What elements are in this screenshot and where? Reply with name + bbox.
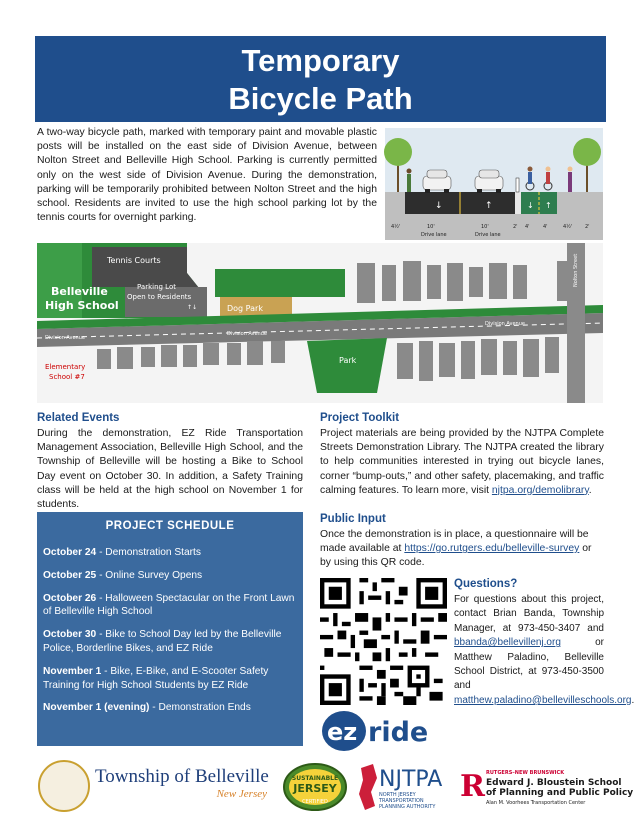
- rutgers-bloustein-logo: [460, 764, 634, 814]
- svg-text:NJTPA: NJTPA: [379, 767, 443, 792]
- svg-text:SUSTAINABLE: SUSTAINABLE: [291, 775, 339, 782]
- svg-text:4½': 4½': [563, 224, 573, 230]
- tennis-courts-label: Tennis Courts: [107, 256, 161, 265]
- car-icon: [423, 170, 451, 193]
- site-map: [37, 243, 603, 403]
- project-schedule-box: [37, 512, 303, 746]
- svg-text:CERTIFIED: CERTIFIED: [302, 799, 328, 805]
- intro-paragraph: A two-way bicycle path, marked with temporary paint and movable plastic posts will be installed on the east side of Division Avenue, between Nolton Street and Belleville High School. Parking is currently permitted only on the west side of Division Avenue. During the demonstration, parking will be temporarily prohibited between Nolton Street and the high school. Residents are invited to use the high school parking lot by the tennis courts for overnight parking.: [37, 127, 377, 224]
- schedule-item: October 26 - Halloween Spectacular on the Front Lawn of Belleville High School: [43, 592, 295, 618]
- car-icon: [475, 170, 503, 193]
- svg-text:10': 10': [481, 224, 489, 230]
- pedestrian-icon: [407, 169, 412, 193]
- svg-text:ride: ride: [368, 717, 429, 748]
- svg-text:Edward J. Bloustein School: Edward J. Bloustein School: [486, 778, 622, 788]
- arrow-down-icon: ↓: [527, 201, 534, 210]
- park-label: Park: [339, 356, 357, 365]
- questions-section: [454, 578, 635, 708]
- questions-heading: Questions?: [454, 578, 518, 590]
- title-banner: [35, 36, 606, 122]
- arrow-up-icon: ↑: [545, 201, 552, 210]
- title-line1: Temporary: [241, 43, 400, 78]
- toolkit-heading: Project Toolkit: [320, 412, 400, 424]
- svg-text:ez: ez: [327, 718, 358, 746]
- schedule-title: PROJECT SCHEDULE: [105, 520, 235, 532]
- svg-text:PLANNING AUTHORITY: PLANNING AUTHORITY: [379, 804, 436, 810]
- project-toolkit-section: [320, 412, 604, 498]
- schedule-item: October 25 - Online Survey Opens: [43, 569, 203, 581]
- schedule-item: November 1 - Bike, E-Bike, and E-Scooter Safety Training for High School Students by EZ Ride: [43, 665, 269, 691]
- svg-text:Alan M. Voorhees Transportatio: Alan M. Voorhees Transportation Center: [486, 800, 586, 806]
- tennis-courts: [92, 247, 187, 287]
- svg-text:10': 10': [427, 224, 435, 230]
- sustainable-jersey-badge: [282, 762, 348, 812]
- toolkit-body: Project materials are being provided by the NJTPA Complete Streets Demonstration Library. The NJTPA created the library to help communities interested in trying out bicycle lanes, corner “bump-outs,” and other safety, placemaking, and traffic calming features. To learn more, visit njtpa.org/demolibrary.: [320, 428, 604, 496]
- parking-lot-label-line2: Open to Residents: [127, 293, 192, 301]
- svg-text:2': 2': [585, 224, 590, 230]
- svg-text:4': 4': [543, 224, 548, 230]
- svg-text:TRANSPORTATION: TRANSPORTATION: [379, 798, 424, 804]
- svg-text:RUTGERS–NEW BRUNSWICK: RUTGERS–NEW BRUNSWICK: [486, 770, 565, 776]
- email-link-banda[interactable]: bbanda@bellevillenj.org: [454, 637, 561, 649]
- park-area: [307, 338, 387, 393]
- related-events-body: During the demonstration, EZ Ride Transportation Management Association, Belleville High School, and the Township of Belleville will be hosting a Bike to School Day event on October 30. In addition, a Safety Training class will be held at the high school on November 1 for students.: [37, 428, 303, 511]
- bike-arrow-mark: ↑↓: [187, 304, 198, 311]
- school-label-line2: High School: [45, 299, 119, 312]
- elementary-label-line2: School #7: [49, 373, 85, 381]
- public-input-section: [320, 513, 604, 571]
- school-label-line1: Belleville: [51, 285, 108, 298]
- svg-text:Drive lane: Drive lane: [475, 232, 501, 238]
- survey-qr-code[interactable]: [320, 578, 447, 705]
- questions-body: For questions about this project, contact Brian Banda, Township Manager, at 973-450-3407 and bbanda@bellevillenj.org or Matthew Paladino, Belleville School District, at 973-450-3500 and matthew.paladino@bellevilleschools.org.: [454, 594, 635, 706]
- division-avenue-label: Division Avenue: [45, 335, 85, 341]
- arrow-down-icon: ↓: [435, 201, 443, 211]
- svg-text:of Planning and Public Policy: of Planning and Public Policy: [486, 788, 634, 798]
- belleville-wordmark: Township of Belleville New Jersey: [95, 766, 269, 800]
- street-cross-section: [385, 128, 603, 240]
- svg-text:4': 4': [525, 224, 530, 230]
- public-input-body: Once the demonstration is in place, a questionnaire will be made available at https://go.rutgers.edu/belleville-survey or by using this QR code.: [320, 529, 592, 569]
- parking-lot: [125, 287, 207, 317]
- schedule-item: October 30 - Bike to School Day led by the Belleville Police, Borderline Bikes, and EZ Ride: [43, 629, 282, 654]
- related-events-heading: Related Events: [37, 412, 120, 424]
- svg-text:4½': 4½': [391, 224, 401, 230]
- pedestrian-icon: [568, 167, 573, 193]
- public-input-heading: Public Input: [320, 513, 386, 525]
- parking-lot-label-line1: Parking Lot: [137, 283, 176, 291]
- ezride-logo: [320, 708, 455, 754]
- nolton-street-label: Nolton Street: [573, 253, 579, 287]
- arrow-up-icon: ↑: [485, 201, 493, 211]
- delineator-post: [516, 178, 519, 192]
- svg-text:R: R: [460, 769, 485, 804]
- demolibrary-link[interactable]: njtpa.org/demolibrary: [491, 484, 589, 496]
- svg-text:2': 2': [513, 224, 518, 230]
- related-events-section: [37, 412, 303, 512]
- title-line2: Bicycle Path: [228, 81, 413, 116]
- belleville-seal-logo: [38, 760, 90, 812]
- svg-text:JERSEY: JERSEY: [293, 782, 337, 795]
- schedule-item: November 1 (evening) - Demonstration Ends: [43, 702, 251, 714]
- svg-text:Drive lane: Drive lane: [421, 232, 447, 238]
- elementary-label-line1: Elementary: [45, 363, 86, 371]
- survey-link[interactable]: https://go.rutgers.edu/belleville-survey: [404, 543, 580, 555]
- email-link-paladino[interactable]: matthew.paladino@bellevilleschools.org: [454, 694, 632, 706]
- dog-park-label: Dog Park: [227, 304, 263, 313]
- division-avenue-label: Division Avenue: [485, 321, 525, 327]
- division-avenue-label: Division Avenue: [227, 331, 267, 337]
- njtpa-logo: [355, 758, 455, 816]
- schedule-item: October 24 - Demonstration Starts: [43, 547, 201, 558]
- svg-text:NORTH JERSEY: NORTH JERSEY: [379, 792, 416, 798]
